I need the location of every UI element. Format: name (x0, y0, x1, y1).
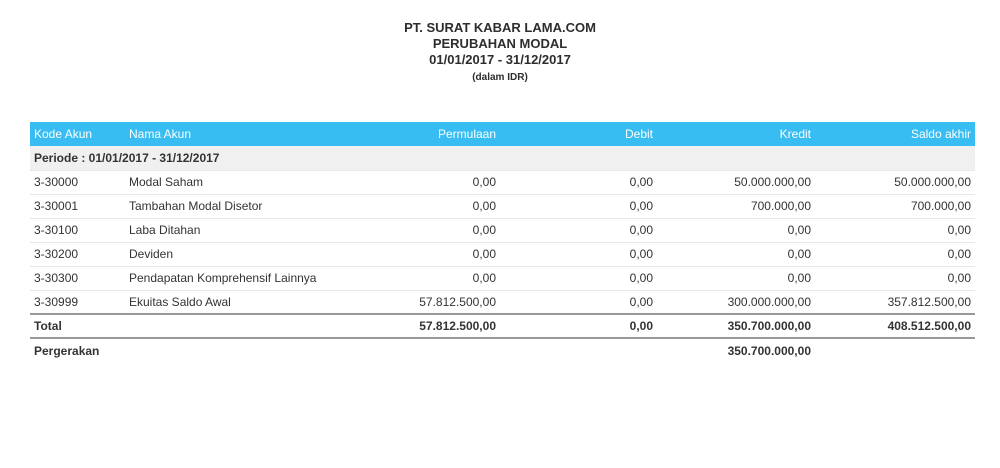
saldo-akhir-cell: 0,00 (815, 242, 975, 266)
report-title: PERUBAHAN MODAL (432, 36, 568, 51)
company-name: PT. SURAT KABAR LAMA.COM (404, 20, 596, 35)
total-row (30, 314, 975, 338)
account-name-cell: Modal Saham (125, 170, 345, 194)
total-saldo-akhir-cell: 408.512.500,00 (815, 314, 975, 338)
debit-cell: 0,00 (500, 218, 657, 242)
col-header-saldo-akhir: Saldo akhir (815, 122, 975, 146)
permulaan-cell: 0,00 (345, 170, 500, 194)
debit-cell: 0,00 (500, 194, 657, 218)
kredit-cell: 50.000.000,00 (657, 170, 815, 194)
total-permulaan-cell: 57.812.500,00 (345, 314, 500, 338)
total-kredit-cell: 350.700.000,00 (657, 314, 815, 338)
pergerakan-kredit-cell: 350.700.000,00 (727, 343, 811, 358)
pergerakan-saldo-akhir-cell (815, 338, 975, 362)
debit-cell: 0,00 (500, 170, 657, 194)
total-debit-cell: 0,00 (500, 314, 657, 338)
account-code-cell: 3-30001 (30, 194, 125, 218)
table-row (30, 290, 975, 314)
permulaan-cell: 0,00 (345, 194, 500, 218)
table-row (30, 194, 975, 218)
report-header (0, 0, 1000, 86)
saldo-akhir-cell: 700.000,00 (815, 194, 975, 218)
permulaan-cell: 57.812.500,00 (345, 290, 500, 314)
pergerakan-label: Pergerakan (34, 343, 100, 358)
saldo-akhir-cell: 50.000.000,00 (815, 170, 975, 194)
account-name-cell: Laba Ditahan (125, 218, 345, 242)
equity-report-table (30, 122, 975, 362)
table-row (30, 218, 975, 242)
table-header-row (30, 122, 975, 146)
account-code-cell: 3-30200 (30, 242, 125, 266)
account-code-cell: 3-30100 (30, 218, 125, 242)
permulaan-cell: 0,00 (345, 218, 500, 242)
kredit-cell: 300.000.000,00 (657, 290, 815, 314)
account-code-cell: 3-30300 (30, 266, 125, 290)
debit-cell: 0,00 (500, 242, 657, 266)
col-header-kode-akun: Kode Akun (30, 122, 125, 146)
kredit-cell: 700.000,00 (657, 194, 815, 218)
table-row (30, 170, 975, 194)
table-row (30, 266, 975, 290)
account-code-cell: 3-30000 (30, 170, 125, 194)
period-label: Periode : 01/01/2017 - 31/12/2017 (30, 146, 975, 170)
permulaan-cell: 0,00 (345, 242, 500, 266)
col-header-permulaan: Permulaan (345, 122, 500, 146)
account-name-cell: Pendapatan Komprehensif Lainnya (125, 266, 345, 290)
account-name-cell: Ekuitas Saldo Awal (125, 290, 345, 314)
saldo-akhir-cell: 357.812.500,00 (815, 290, 975, 314)
col-header-kredit: Kredit (657, 122, 815, 146)
col-header-nama-akun: Nama Akun (125, 122, 345, 146)
currency-note: (dalam IDR) (472, 72, 528, 83)
debit-cell: 0,00 (500, 266, 657, 290)
pergerakan-permulaan-cell (345, 338, 500, 362)
account-name-cell: Tambahan Modal Disetor (125, 194, 345, 218)
period-row (30, 146, 975, 170)
saldo-akhir-cell: 0,00 (815, 266, 975, 290)
debit-cell: 0,00 (500, 290, 657, 314)
kredit-cell: 0,00 (657, 266, 815, 290)
account-name-cell: Deviden (125, 242, 345, 266)
col-header-debit: Debit (500, 122, 657, 146)
table-row (30, 242, 975, 266)
saldo-akhir-cell: 0,00 (815, 218, 975, 242)
kredit-cell: 0,00 (657, 218, 815, 242)
permulaan-cell: 0,00 (345, 266, 500, 290)
account-code-cell: 3-30999 (30, 290, 125, 314)
total-label: Total (30, 314, 345, 338)
pergerakan-row (30, 338, 975, 362)
kredit-cell: 0,00 (657, 242, 815, 266)
pergerakan-debit-cell (500, 338, 657, 362)
report-period: 01/01/2017 - 31/12/2017 (429, 52, 571, 67)
